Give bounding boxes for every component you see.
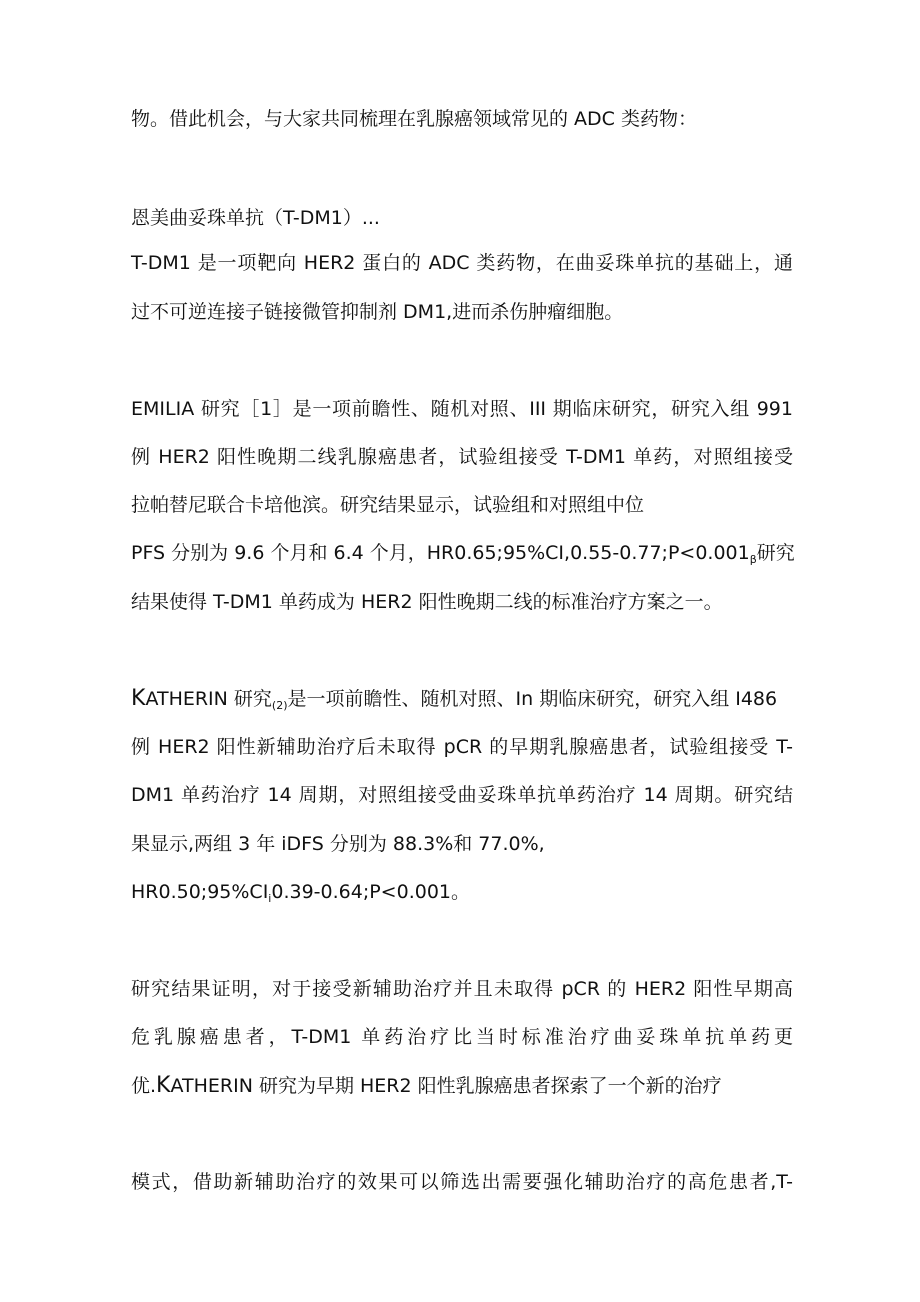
text-line xyxy=(131,540,795,573)
text-segment: 恩美曲妥珠单抗（T-DM1）... xyxy=(131,207,380,229)
text-segment: PFS 分别为 9.6 个月和 6.4 个月，HR0.65;95%CI,0.55-0.77;P<0.001 xyxy=(131,542,750,564)
text-line xyxy=(131,250,793,276)
text-line xyxy=(131,1024,793,1050)
text-line xyxy=(131,1073,722,1099)
text-line xyxy=(131,396,793,422)
subscript-mark: i xyxy=(268,892,272,905)
text-segment: 是一项前瞻性、随机对照、In 期临床研究，研究入组 I486 xyxy=(287,688,778,710)
text-segment: 拉帕替尼联合卡培他滨。研究结果显示，试验组和对照组中位 xyxy=(131,494,645,516)
text-segment: ATHERIN 研究为早期 HER2 阳性乳腺癌患者探索了一个新的治疗 xyxy=(170,1075,722,1097)
citation-mark: (2) xyxy=(271,699,288,712)
text-segment: 优. xyxy=(131,1075,157,1097)
text-segment: K xyxy=(131,686,146,711)
text-line xyxy=(131,299,623,325)
text-line xyxy=(131,205,380,231)
text-segment: EMILIA 研究［1］是一项前瞻性、随机对照、III 期临床研究，研究入组 991 xyxy=(131,398,793,420)
text-segment: ATHERIN 研究 xyxy=(145,688,272,710)
text-segment: 例 HER2 阳性晚期二线乳腺癌患者，试验组接受 T-DM1 单药，对照组接受 xyxy=(131,446,793,468)
text-line xyxy=(131,831,545,857)
text-line xyxy=(131,444,793,470)
text-line xyxy=(131,782,793,808)
subscript-mark: β xyxy=(749,553,757,566)
text-segment: K xyxy=(156,1073,171,1098)
text-line xyxy=(131,976,793,1002)
text-segment: 果显示,两组 3 年 iDFS 分别为 88.3%和 77.0%, xyxy=(131,833,545,855)
text-segment: 过不可逆连接子链接微管抑制剂 DM1,进而杀伤肿瘤细胞。 xyxy=(131,301,624,323)
text-segment: 物。借此机会，与大家共同梳理在乳腺癌领域常见的 ADC 类药物： xyxy=(131,108,697,130)
text-segment: HR0.50;95%CI xyxy=(131,881,269,903)
text-line xyxy=(131,1169,793,1195)
text-segment: 危乳腺癌患者，T-DM1 单药治疗比当时标准治疗曲妥珠单抗单药更 xyxy=(131,1026,793,1048)
text-segment: 模式，借助新辅助治疗的效果可以筛选出需要强化辅助治疗的高危患者,T- xyxy=(131,1171,793,1193)
text-line xyxy=(131,734,793,760)
text-line xyxy=(131,879,470,912)
text-line xyxy=(131,686,777,719)
text-line xyxy=(131,492,644,518)
text-segment: T-DM1 是一项靶向 HER2 蛋白的 ADC 类药物，在曲妥珠单抗的基础上，通 xyxy=(131,252,793,274)
text-segment: 研究 xyxy=(756,542,795,564)
text-line xyxy=(131,589,723,615)
text-segment: 研究结果证明，对于接受新辅助治疗并且未取得 pCR 的 HER2 阳性早期高 xyxy=(131,978,793,1000)
text-segment: DM1 单药治疗 14 周期，对照组接受曲妥珠单抗单药治疗 14 周期。研究结 xyxy=(131,784,793,806)
text-segment: 结果使得 T-DM1 单药成为 HER2 阳性晚期二线的标准治疗方案之一。 xyxy=(131,591,723,613)
text-line xyxy=(131,106,697,132)
text-segment: 例 HER2 阳性新辅助治疗后未取得 pCR 的早期乳腺癌患者，试验组接受 T- xyxy=(131,736,793,758)
text-segment: 0.39-0.64;P<0.001。 xyxy=(271,881,470,903)
